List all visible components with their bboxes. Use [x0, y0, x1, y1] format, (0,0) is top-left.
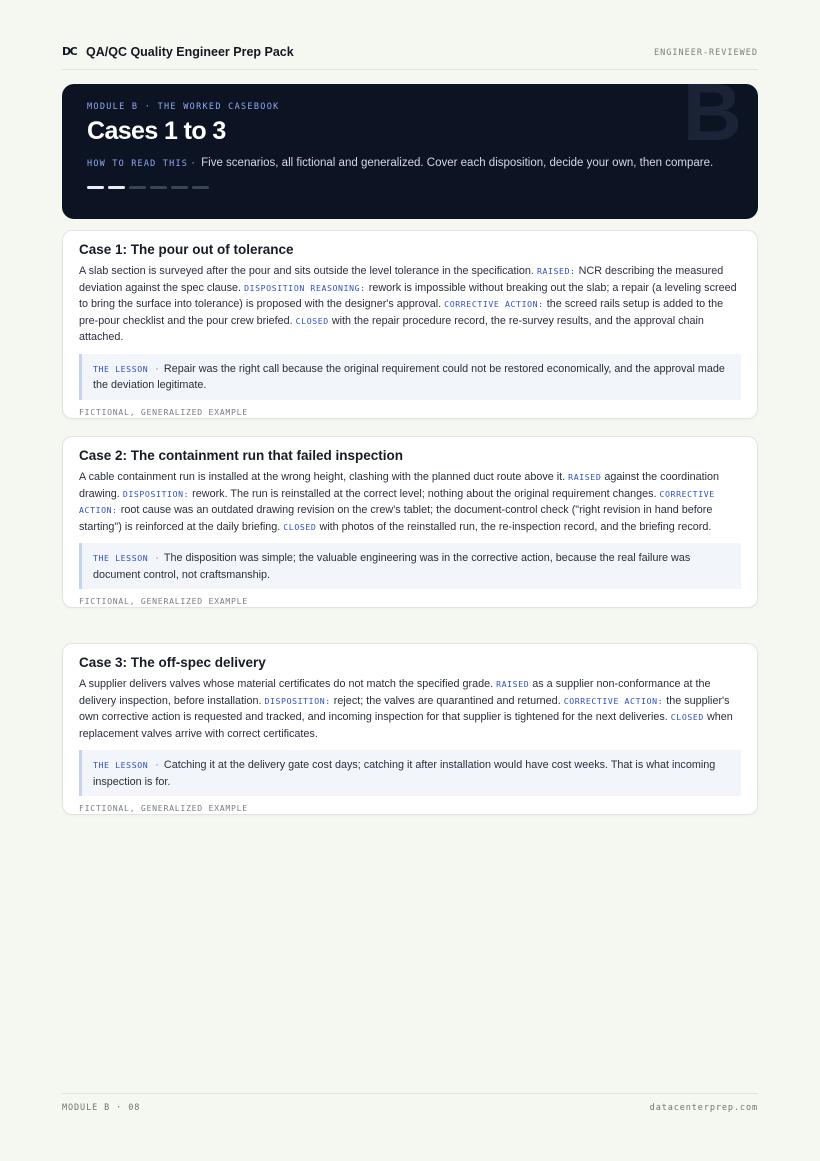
lesson-separator: ·	[155, 759, 159, 772]
inline-tag: DISPOSITION:	[264, 695, 331, 706]
progress-dash	[87, 186, 104, 189]
module-letter-watermark: B	[682, 84, 742, 158]
case-title: Case 3: The off-spec delivery	[79, 655, 266, 670]
page-title: Cases 1 to 3	[87, 117, 226, 145]
case-title: Case 1: The pour out of tolerance	[79, 242, 294, 257]
body-text: when replacement valves arrive with correct certificates.	[79, 711, 733, 740]
lesson-text: Repair was the right call because the original requirement could not be restored economically, and the approval made the deviation legitimate.	[93, 362, 725, 392]
body-text: reject; the valves are quarantined and returned.	[330, 694, 564, 707]
body-text: against the coordination drawing.	[79, 471, 720, 500]
inline-tag: CORRECTIVE ACTION:	[79, 488, 715, 516]
lesson-callout	[79, 750, 741, 796]
inline-tag: CLOSED	[283, 521, 317, 532]
inline-tag: RAISED	[568, 472, 602, 482]
inline-tag: RAISED	[496, 679, 530, 689]
brand	[62, 44, 294, 60]
case-body	[79, 676, 741, 742]
progress-dash	[129, 186, 146, 189]
case-card-1	[62, 230, 758, 419]
body-text: NCR describing the measured deviation against the spec clause.	[79, 265, 724, 294]
case-title: Case 2: The containment run that failed inspection	[79, 448, 404, 463]
case-footnote: FICTIONAL, GENERALIZED EXAMPLE	[79, 803, 248, 814]
lesson-callout	[79, 354, 741, 400]
lesson-separator: ·	[155, 362, 159, 375]
body-text: A cable containment run is installed at the wrong height, clashing with the planned duct route above it.	[79, 471, 569, 483]
body-text: the screed rails setup is added to the pre-pour checklist and the pour crew briefed.	[79, 298, 724, 327]
body-text: with photos of the reinstalled run, the re-inspection record, and the briefing record.	[316, 520, 712, 533]
body-text: rework. The run is reinstalled at the correct level; nothing about the original requirement changes.	[189, 487, 660, 500]
lesson-text: The disposition was simple; the valuable engineering was in the corrective action, because the real failure was document control, not craftsmanship.	[93, 552, 691, 581]
lesson-label: THE LESSON	[93, 363, 149, 374]
progress-dash	[192, 186, 209, 189]
read-separator: ·	[191, 157, 195, 169]
inline-tag: CORRECTIVE ACTION:	[563, 695, 664, 706]
progress-dash	[171, 186, 188, 189]
body-text: rework is impossible without breaking out the slab; a repair (a leveling screed to bring the surface into tolerance) is proposed with the designer's approval.	[79, 281, 737, 311]
body-text: root cause was an outdated drawing revision on the crew's tablet; the document-control check ("right revision in hand before starting") is reinforced at the daily briefing.	[79, 504, 713, 533]
progress-dash	[108, 186, 125, 189]
lesson-callout	[79, 543, 741, 589]
brand-logo: DC	[62, 45, 77, 58]
body-text: the supplier's own corrective action is requested and tracked, and incoming inspection for that supplier is tightened for the next deliveries.	[79, 694, 730, 724]
case-footnote: FICTIONAL, GENERALIZED EXAMPLE	[79, 596, 248, 607]
page-footer	[62, 1093, 758, 1121]
body-text: as a supplier non-conformance at the delivery inspection, before installation.	[79, 678, 711, 707]
inline-tag: DISPOSITION:	[122, 488, 190, 499]
inline-tag: CLOSED	[295, 315, 329, 326]
body-text: A supplier delivers valves whose material certificates do not match the specified grade.	[79, 678, 497, 690]
inline-tag: CLOSED	[670, 712, 704, 723]
page-number: MODULE B · 08	[62, 1102, 141, 1113]
case-body	[79, 469, 741, 535]
lesson-separator: ·	[155, 552, 159, 565]
module-kicker: MODULE B · THE WORKED CASEBOOK	[87, 102, 280, 112]
read-label: HOW TO READ THIS	[87, 159, 189, 169]
inline-tag: CORRECTIVE ACTION:	[444, 299, 544, 310]
case-footnote: FICTIONAL, GENERALIZED EXAMPLE	[79, 406, 248, 417]
module-hero	[62, 84, 758, 219]
body-text: with the repair procedure record, the re-survey results, and the approval chain attached.	[79, 314, 704, 344]
document-title: QA/QC Quality Engineer Prep Pack	[86, 45, 294, 59]
inline-tag: DISPOSITION REASONING:	[244, 282, 366, 293]
case-body	[79, 263, 741, 346]
hero-description	[87, 154, 733, 173]
lesson-text: Catching it at the delivery gate cost days; catching it after installation would have cost weeks. That is what incoming inspection is for.	[93, 759, 716, 788]
review-badge: ENGINEER-REVIEWED	[654, 48, 758, 58]
lesson-label: THE LESSON	[93, 760, 149, 771]
inline-tag: RAISED:	[536, 266, 576, 276]
case-card-2	[62, 436, 758, 608]
read-text: Five scenarios, all fictional and generalized. Cover each disposition, decide your own, then compare.	[201, 157, 714, 169]
body-text: A slab section is surveyed after the pour and sits outside the level tolerance in the specification.	[79, 265, 537, 277]
progress-dash	[150, 186, 167, 189]
case-card-3	[62, 643, 758, 815]
progress-indicator	[87, 186, 733, 189]
page-header	[62, 44, 758, 70]
site-url: datacenterprep.com	[649, 1102, 758, 1113]
lesson-label: THE LESSON	[93, 553, 149, 564]
